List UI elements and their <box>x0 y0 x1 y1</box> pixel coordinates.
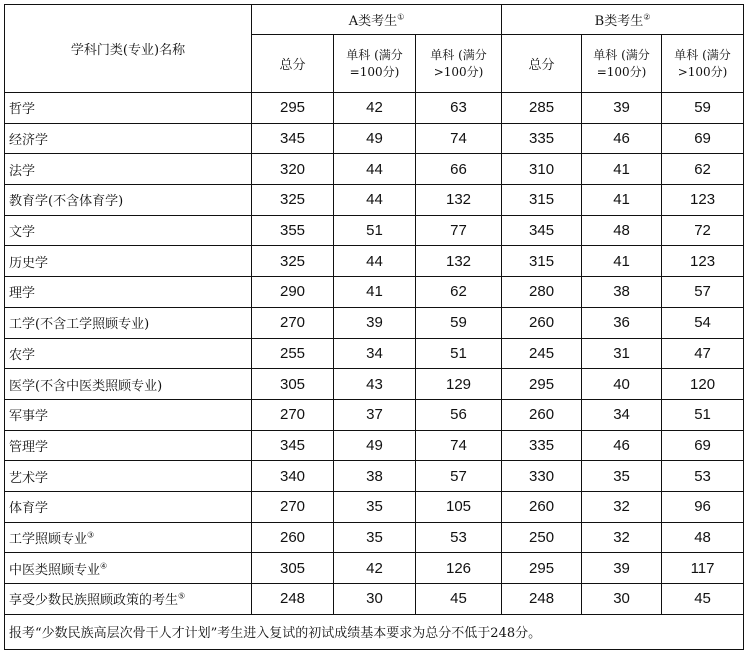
score-cell-a-sover: 126 <box>416 553 502 584</box>
row-category-name: 军事学 <box>5 399 252 430</box>
score-cell-a-s100: 42 <box>334 553 416 584</box>
score-cell-b-s100: 46 <box>582 430 662 461</box>
table-row <box>5 584 744 615</box>
score-cell-b-total: 330 <box>502 461 582 492</box>
row-category-name: 中医类照顾专业④ <box>5 553 252 584</box>
table-row <box>5 307 744 338</box>
row-category-name: 享受少数民族照顾政策的考生⑤ <box>5 584 252 615</box>
score-cell-a-s100: 42 <box>334 93 416 124</box>
score-cell-b-s100: 36 <box>582 307 662 338</box>
score-cell-a-total: 295 <box>252 93 334 124</box>
score-cell-a-s100: 41 <box>334 277 416 308</box>
score-cell-a-sover: 77 <box>416 215 502 246</box>
row-category-name: 农学 <box>5 338 252 369</box>
row-category-name: 法学 <box>5 154 252 185</box>
score-cell-a-sover: 53 <box>416 522 502 553</box>
table-row <box>5 154 744 185</box>
score-cell-a-total: 345 <box>252 430 334 461</box>
table-header <box>5 5 744 93</box>
footnote-mark: ⑤ <box>178 592 186 602</box>
score-cell-b-sover: 57 <box>662 277 744 308</box>
row-category-name: 理学 <box>5 277 252 308</box>
score-cell-b-total: 250 <box>502 522 582 553</box>
score-cell-b-sover: 51 <box>662 399 744 430</box>
score-cell-b-s100: 41 <box>582 154 662 185</box>
score-cell-a-s100: 44 <box>334 154 416 185</box>
score-cell-a-total: 270 <box>252 491 334 522</box>
score-cell-b-total: 280 <box>502 277 582 308</box>
b-single-over100-header: 单科 (满分 >100分) <box>662 35 744 93</box>
score-cell-a-s100: 39 <box>334 307 416 338</box>
score-cell-b-total: 315 <box>502 246 582 277</box>
score-cell-a-s100: 30 <box>334 584 416 615</box>
b-single-100-header: 单科 (满分 =100分) <box>582 35 662 93</box>
score-cell-a-total: 325 <box>252 185 334 216</box>
score-cell-b-s100: 35 <box>582 461 662 492</box>
score-requirements-table <box>4 4 744 650</box>
score-cell-b-sover: 59 <box>662 93 744 124</box>
table-row <box>5 430 744 461</box>
score-cell-a-sover: 56 <box>416 399 502 430</box>
score-cell-a-s100: 35 <box>334 522 416 553</box>
score-cell-a-sover: 132 <box>416 185 502 216</box>
score-cell-a-total: 345 <box>252 123 334 154</box>
score-cell-b-sover: 47 <box>662 338 744 369</box>
score-cell-a-s100: 37 <box>334 399 416 430</box>
row-category-name: 哲学 <box>5 93 252 124</box>
table-row <box>5 246 744 277</box>
table-body <box>5 93 744 615</box>
score-cell-a-s100: 49 <box>334 430 416 461</box>
row-category-name: 文学 <box>5 215 252 246</box>
table-row <box>5 123 744 154</box>
row-category-name: 艺术学 <box>5 461 252 492</box>
score-cell-a-sover: 63 <box>416 93 502 124</box>
score-cell-a-s100: 35 <box>334 491 416 522</box>
score-cell-a-s100: 34 <box>334 338 416 369</box>
score-cell-a-s100: 44 <box>334 185 416 216</box>
score-cell-a-total: 340 <box>252 461 334 492</box>
score-cell-b-total: 285 <box>502 93 582 124</box>
footnote-mark: ③ <box>87 530 95 540</box>
row-category-name: 工学照顾专业③ <box>5 522 252 553</box>
score-cell-b-sover: 120 <box>662 369 744 400</box>
table-row <box>5 553 744 584</box>
score-cell-b-sover: 62 <box>662 154 744 185</box>
score-cell-b-total: 315 <box>502 185 582 216</box>
score-cell-a-sover: 105 <box>416 491 502 522</box>
row-category-name: 教育学(不含体育学) <box>5 185 252 216</box>
score-cell-b-sover: 53 <box>662 461 744 492</box>
a-single-100-header: 单科 (满分 =100分) <box>334 35 416 93</box>
category-column-header: 学科门类(专业)名称 <box>5 5 252 93</box>
table-row <box>5 522 744 553</box>
score-cell-a-total: 325 <box>252 246 334 277</box>
score-cell-a-sover: 57 <box>416 461 502 492</box>
score-cell-a-sover: 45 <box>416 584 502 615</box>
score-cell-b-s100: 32 <box>582 522 662 553</box>
footnote-mark: ① <box>397 12 405 22</box>
score-cell-a-total: 248 <box>252 584 334 615</box>
score-cell-b-sover: 48 <box>662 522 744 553</box>
table-row <box>5 277 744 308</box>
score-cell-b-sover: 45 <box>662 584 744 615</box>
score-cell-b-s100: 32 <box>582 491 662 522</box>
score-cell-b-sover: 123 <box>662 185 744 216</box>
score-cell-a-total: 290 <box>252 277 334 308</box>
score-cell-b-sover: 72 <box>662 215 744 246</box>
score-cell-a-sover: 66 <box>416 154 502 185</box>
score-cell-b-total: 295 <box>502 369 582 400</box>
score-cell-b-sover: 117 <box>662 553 744 584</box>
score-cell-b-s100: 39 <box>582 93 662 124</box>
score-cell-a-total: 305 <box>252 369 334 400</box>
score-cell-b-sover: 123 <box>662 246 744 277</box>
score-cell-a-s100: 44 <box>334 246 416 277</box>
footnote-mark: ④ <box>100 561 108 571</box>
score-cell-b-s100: 48 <box>582 215 662 246</box>
table-row <box>5 399 744 430</box>
score-cell-b-sover: 69 <box>662 123 744 154</box>
score-cell-b-s100: 34 <box>582 399 662 430</box>
score-cell-b-s100: 40 <box>582 369 662 400</box>
a-single-over100-header: 单科 (满分 >100分) <box>416 35 502 93</box>
group-b-header: B类考生② <box>502 5 744 35</box>
row-category-name: 体育学 <box>5 491 252 522</box>
row-category-name: 管理学 <box>5 430 252 461</box>
score-cell-a-total: 320 <box>252 154 334 185</box>
score-cell-b-total: 295 <box>502 553 582 584</box>
score-cell-a-sover: 132 <box>416 246 502 277</box>
score-cell-b-total: 260 <box>502 399 582 430</box>
score-cell-a-total: 255 <box>252 338 334 369</box>
row-category-name: 经济学 <box>5 123 252 154</box>
score-cell-a-s100: 38 <box>334 461 416 492</box>
right-edge-bar <box>743 0 747 655</box>
footnote-mark: ② <box>643 12 651 22</box>
score-cell-b-s100: 46 <box>582 123 662 154</box>
score-cell-a-sover: 51 <box>416 338 502 369</box>
score-cell-b-total: 260 <box>502 491 582 522</box>
score-cell-a-sover: 62 <box>416 277 502 308</box>
score-cell-b-s100: 39 <box>582 553 662 584</box>
row-category-name: 历史学 <box>5 246 252 277</box>
score-cell-a-total: 260 <box>252 522 334 553</box>
score-cell-b-total: 245 <box>502 338 582 369</box>
group-a-header: A类考生① <box>252 5 502 35</box>
table-row <box>5 491 744 522</box>
score-cell-b-sover: 96 <box>662 491 744 522</box>
score-cell-b-s100: 41 <box>582 185 662 216</box>
score-cell-b-total: 310 <box>502 154 582 185</box>
score-cell-b-total: 335 <box>502 123 582 154</box>
score-cell-b-total: 345 <box>502 215 582 246</box>
score-cell-a-total: 270 <box>252 307 334 338</box>
score-cell-b-s100: 30 <box>582 584 662 615</box>
score-cell-a-s100: 49 <box>334 123 416 154</box>
footer-note: 报考“少数民族高层次骨干人才计划”考生进入复试的初试成绩基本要求为总分不低于248分。 <box>5 614 744 649</box>
score-cell-a-total: 305 <box>252 553 334 584</box>
score-cell-b-sover: 54 <box>662 307 744 338</box>
table-row <box>5 369 744 400</box>
score-cell-b-total: 335 <box>502 430 582 461</box>
table-row <box>5 461 744 492</box>
score-cell-b-total: 248 <box>502 584 582 615</box>
score-cell-a-s100: 51 <box>334 215 416 246</box>
table-row <box>5 215 744 246</box>
score-cell-a-sover: 59 <box>416 307 502 338</box>
score-cell-b-s100: 31 <box>582 338 662 369</box>
score-cell-b-s100: 38 <box>582 277 662 308</box>
score-cell-b-s100: 41 <box>582 246 662 277</box>
score-cell-a-sover: 74 <box>416 430 502 461</box>
row-category-name: 医学(不含中医类照顾专业) <box>5 369 252 400</box>
table-row <box>5 185 744 216</box>
score-cell-b-total: 260 <box>502 307 582 338</box>
row-category-name: 工学(不含工学照顾专业) <box>5 307 252 338</box>
score-cell-a-total: 270 <box>252 399 334 430</box>
b-total-header: 总分 <box>502 35 582 93</box>
score-cell-a-sover: 74 <box>416 123 502 154</box>
score-cell-a-sover: 129 <box>416 369 502 400</box>
table-row <box>5 338 744 369</box>
score-cell-a-s100: 43 <box>334 369 416 400</box>
score-cell-b-sover: 69 <box>662 430 744 461</box>
a-total-header: 总分 <box>252 35 334 93</box>
score-cell-a-total: 355 <box>252 215 334 246</box>
table-row <box>5 93 744 124</box>
